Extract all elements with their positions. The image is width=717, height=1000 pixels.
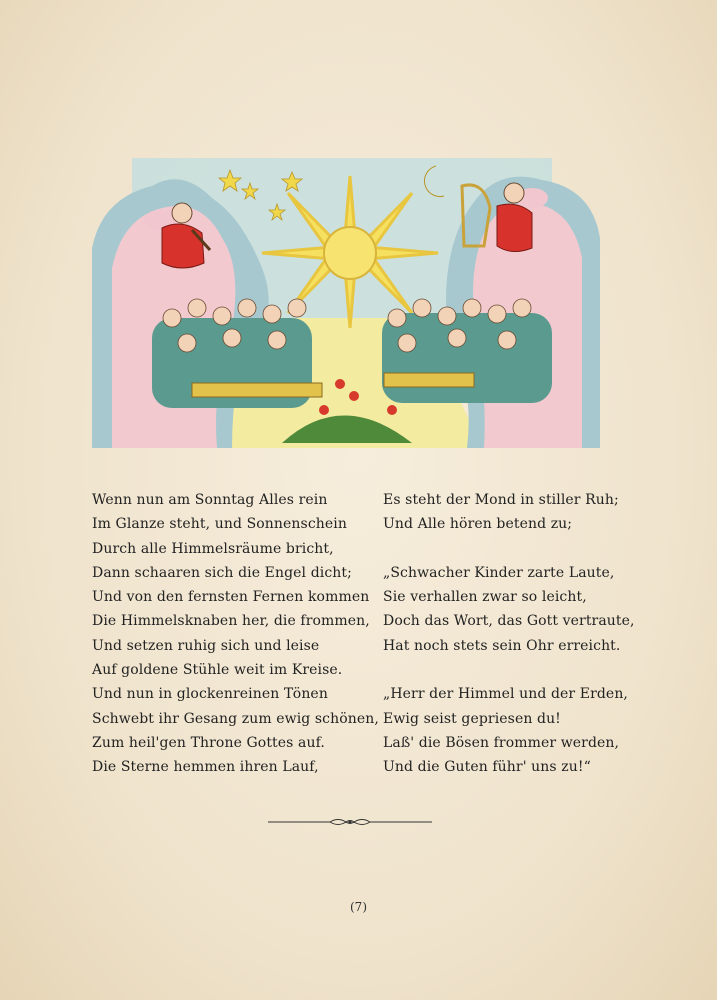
- stanza-gap: [383, 537, 643, 561]
- page-number: (7): [350, 900, 367, 914]
- verse-line: Wenn nun am Sonntag Alles rein: [92, 492, 328, 508]
- verse-line: Und nun in glockenreinen Tönen: [92, 686, 328, 703]
- verse-line: Durch alle Himmelsräume bricht,: [92, 540, 334, 557]
- verse-line: Schwebt ihr Gesang zum ewig schönen,: [92, 710, 379, 727]
- verse-line: Im Glanze steht, und Sonnenschein: [92, 516, 347, 533]
- verse-line: Auf goldene Stühle weit im Kreise.: [92, 662, 343, 679]
- verse-line: „Schwacher Kinder zarte Laute,: [383, 564, 615, 581]
- verse-right-column: [383, 488, 643, 780]
- verse-line: Die Sterne hemmen ihren Lauf,: [92, 759, 319, 776]
- stanza-gap: [383, 658, 643, 682]
- verse-line: Und die Guten führ' uns zu!“: [383, 759, 591, 776]
- verse-line: Dann schaaren sich die Engel dicht;: [92, 564, 352, 581]
- verse-line: Und Alle hören betend zu;: [383, 516, 573, 533]
- verse-line: Und von den fernsten Fernen kommen: [92, 589, 370, 606]
- verse-line: Laß' die Bösen frommer werden,: [383, 734, 620, 751]
- verse-line: Sie verhallen zwar so leicht,: [383, 589, 587, 606]
- verse-line: Zum heil'gen Throne Gottes auf.: [92, 734, 325, 751]
- verse-left-column: [92, 488, 379, 780]
- right-choir: [382, 299, 552, 403]
- verse-line: Es steht der Mond in stiller Ruh;: [383, 492, 619, 508]
- verse-line: Hat noch stets sein Ohr erreicht.: [383, 637, 621, 654]
- angel-choir-illustration: [92, 158, 600, 448]
- verse-line: Doch das Wort, das Gott vertraute,: [383, 613, 635, 630]
- verse-line: Und setzen ruhig sich und leise: [92, 637, 320, 654]
- verse-line: „Herr der Himmel und der Erden,: [383, 686, 628, 703]
- verse-line: Die Himmelsknaben her, die frommen,: [92, 613, 370, 630]
- ornamental-divider: [268, 814, 432, 828]
- verse-line: Ewig seist gepriesen du!: [383, 710, 561, 727]
